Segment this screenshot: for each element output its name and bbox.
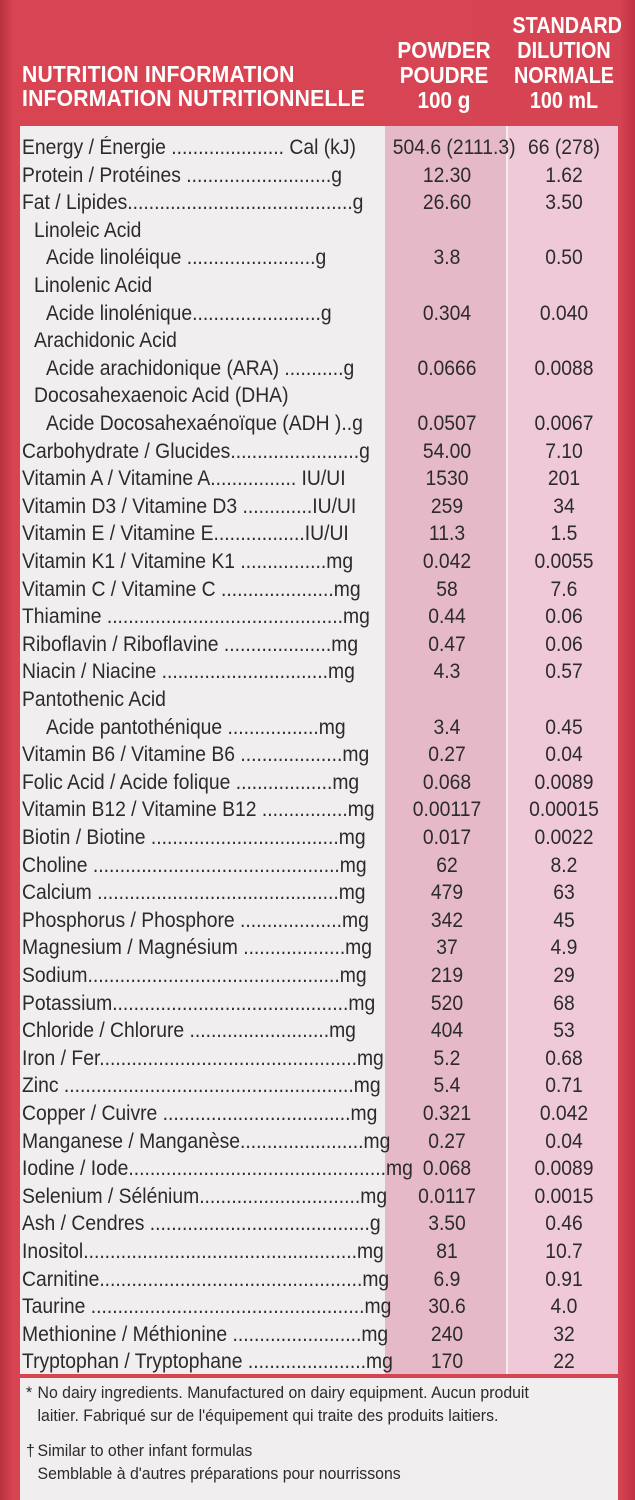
dilution-value: 32 bbox=[553, 1322, 575, 1346]
powder-value: 3.50 bbox=[428, 1212, 466, 1236]
table-row bbox=[20, 1321, 618, 1349]
powder-value: 12.30 bbox=[422, 163, 472, 187]
dilution-value: 0.00015 bbox=[529, 798, 599, 822]
powder-value: 5.4 bbox=[433, 1074, 461, 1098]
nutrient-label: Linolenic Acid bbox=[34, 274, 153, 297]
footnote-dagger-line2 bbox=[26, 1463, 401, 1486]
nutrition-header bbox=[8, 0, 627, 130]
dilution-label: DILUTION bbox=[517, 37, 611, 63]
powder-value: 62 bbox=[436, 853, 458, 877]
nutrient-label: Carnitine.................................................mg bbox=[22, 1267, 390, 1291]
nutrient-label: Acide pantothénique .................mg bbox=[46, 715, 346, 739]
dilution-value: 66 (278) bbox=[528, 136, 600, 159]
dilution-value: 63 bbox=[553, 881, 575, 905]
dilution-value: 1.62 bbox=[545, 163, 583, 187]
dilution-value: 0.0089 bbox=[534, 770, 594, 794]
powder-label-en: POWDER bbox=[397, 37, 491, 63]
nutrient-label: Vitamin C / Vitamine C .....................mg bbox=[22, 577, 361, 601]
dilution-value: 0.04 bbox=[545, 1129, 583, 1153]
table-row bbox=[20, 465, 618, 493]
nutrient-label: Inositol...................................................mg bbox=[22, 1240, 384, 1263]
powder-value: 30.6 bbox=[428, 1295, 466, 1319]
nutrient-label: Vitamin E / Vitamine E.................IU/UI bbox=[22, 522, 349, 546]
table-row bbox=[20, 824, 618, 852]
table-row bbox=[20, 796, 618, 824]
table-row bbox=[20, 1293, 618, 1321]
powder-value: 0.0507 bbox=[417, 412, 477, 435]
nutrient-label: Linoleic Acid bbox=[34, 218, 142, 242]
nutrient-label: Iron / Fer................................................mg bbox=[22, 1046, 384, 1070]
table-row bbox=[20, 714, 618, 742]
powder-value: 219 bbox=[430, 964, 464, 987]
powder-value: 259 bbox=[430, 494, 464, 518]
dilution-value: 0.0055 bbox=[534, 550, 594, 573]
nutrient-label: Tryptophan / Tryptophane ......................mg bbox=[22, 1350, 393, 1374]
powder-value: 58 bbox=[436, 577, 458, 601]
powder-value: 0.44 bbox=[428, 605, 466, 629]
table-row bbox=[20, 658, 618, 686]
title-english: NUTRITION INFORMATION bbox=[22, 61, 295, 87]
nutrient-label: Pantothenic Acid bbox=[22, 688, 166, 711]
dilution-value: 0.042 bbox=[539, 1102, 589, 1125]
dilution-value: 0.57 bbox=[545, 660, 583, 684]
dilution-value: 68 bbox=[553, 991, 575, 1015]
nutrient-label: Carbohydrate / Glucides........................g bbox=[22, 439, 370, 463]
powder-value: 0.042 bbox=[422, 550, 472, 573]
dilution-value: 0.46 bbox=[545, 1212, 583, 1236]
nutrient-label: Fat / Lipides..........................................g bbox=[22, 191, 364, 215]
nutrient-label: Choline ..............................................mg bbox=[22, 853, 367, 877]
table-row bbox=[20, 1072, 618, 1100]
nutrient-label: Potassium............................................mg bbox=[22, 991, 376, 1015]
table-row bbox=[20, 1045, 618, 1073]
nutrient-label: Acide arachidonique (ARA) ...........g bbox=[46, 356, 355, 380]
dilution-value: 0.68 bbox=[545, 1046, 583, 1070]
powder-value: 0.27 bbox=[428, 1129, 466, 1153]
powder-value: 3.4 bbox=[433, 715, 461, 739]
powder-value: 0.27 bbox=[428, 743, 466, 767]
dilution-value: 0.040 bbox=[539, 301, 589, 325]
nutrient-label: Phosphorus / Phosphore ...................mg bbox=[22, 908, 369, 932]
nutrient-label: Riboflavin / Riboflavine ....................mg bbox=[22, 632, 359, 656]
dilution-value: 0.71 bbox=[545, 1074, 583, 1098]
powder-value: 5.2 bbox=[433, 1046, 461, 1070]
table-row bbox=[20, 1210, 618, 1238]
nutrient-label: Sodium...............................................mg bbox=[22, 964, 367, 987]
nutrient-label: Zinc ......................................................mg bbox=[22, 1074, 381, 1098]
footnotes bbox=[20, 1378, 618, 1500]
nutrient-label: Ash / Cendres .........................................g bbox=[22, 1212, 381, 1236]
powder-value: 3.8 bbox=[433, 246, 461, 270]
dilution-value: 0.0067 bbox=[534, 412, 594, 435]
table-row bbox=[20, 1100, 618, 1128]
table-row bbox=[20, 1017, 618, 1045]
table-row bbox=[20, 907, 618, 935]
powder-value: 0.0666 bbox=[417, 356, 477, 380]
table-row bbox=[20, 189, 618, 217]
dilution-value: 29 bbox=[553, 964, 575, 987]
table-row bbox=[20, 852, 618, 880]
powder-label-fr: POUDRE bbox=[399, 62, 489, 88]
table-row bbox=[20, 272, 618, 300]
nutrient-label: Vitamin D3 / Vitamine D3 .............IU/UI bbox=[22, 494, 357, 518]
nutrient-label: Copper / Cuivre ...................................mg bbox=[22, 1102, 378, 1125]
nutrient-label: Vitamin B12 / Vitamine B12 ................mg bbox=[22, 798, 375, 822]
table-row bbox=[20, 300, 618, 328]
standard-label: STANDARD bbox=[512, 12, 622, 38]
table-row bbox=[20, 1238, 618, 1266]
nutrient-label: Docosahexaenoic Acid (DHA) bbox=[34, 384, 289, 408]
dilution-value: 0.91 bbox=[545, 1267, 583, 1291]
nutrient-label: Thiamine ............................................mg bbox=[22, 605, 370, 629]
powder-value: 404 bbox=[430, 1019, 464, 1043]
dilution-value: 10.7 bbox=[545, 1240, 583, 1263]
powder-value: 81 bbox=[436, 1240, 458, 1263]
powder-value: 0.304 bbox=[422, 301, 472, 325]
nutrient-label: Taurine ...................................................mg bbox=[22, 1295, 392, 1319]
nutrient-label: Calcium .............................................mg bbox=[22, 881, 366, 905]
nutrition-table bbox=[20, 126, 618, 1374]
table-row bbox=[20, 355, 618, 383]
nutrient-label: Biotin / Biotine ...................................mg bbox=[22, 826, 366, 849]
dilution-value: 0.0088 bbox=[534, 356, 594, 380]
nutrient-label: Chloride / Chlorure ..........................mg bbox=[22, 1019, 356, 1043]
dilution-value: 22 bbox=[553, 1350, 575, 1374]
table-row bbox=[20, 686, 618, 714]
table-row bbox=[20, 990, 618, 1018]
powder-value: 240 bbox=[430, 1322, 464, 1346]
table-row bbox=[20, 217, 618, 245]
footnote-star-text2: laitier. Fabriqué sur de l'équipement qui traite des produits laitiers. bbox=[37, 1407, 499, 1425]
table-row bbox=[20, 520, 618, 548]
dilution-value: 0.06 bbox=[545, 632, 583, 656]
footnote-star-line1 bbox=[26, 1382, 529, 1405]
table-row bbox=[20, 879, 618, 907]
table-row bbox=[20, 769, 618, 797]
footnote-dagger-line1 bbox=[26, 1440, 252, 1463]
dilution-value: 1.5 bbox=[550, 522, 578, 546]
column-header-standard-dilution bbox=[512, 12, 622, 113]
footnote-dagger-mark: † bbox=[26, 1442, 35, 1460]
table-row bbox=[20, 603, 618, 631]
table-row bbox=[20, 962, 618, 990]
powder-value: 4.3 bbox=[433, 660, 461, 684]
table-row bbox=[20, 1266, 618, 1294]
powder-value: 504.6 (2111.3) bbox=[392, 136, 516, 159]
powder-value: 1530 bbox=[425, 467, 469, 491]
dilution-value: 0.45 bbox=[545, 715, 583, 739]
powder-value: 6.9 bbox=[433, 1267, 461, 1291]
table-row bbox=[20, 631, 618, 659]
dilution-value: 7.6 bbox=[550, 577, 578, 601]
dilution-value: 3.50 bbox=[545, 191, 583, 215]
nutrient-label: Niacin / Niacine ...............................mg bbox=[22, 660, 355, 684]
powder-value: 0.321 bbox=[422, 1102, 472, 1125]
dilution-value: 0.50 bbox=[545, 246, 583, 270]
powder-value: 170 bbox=[430, 1350, 464, 1374]
nutrient-label: Acide linoléique ........................g bbox=[46, 246, 327, 270]
nutrient-label: Magnesium / Magnésium ...................mg bbox=[22, 936, 373, 960]
dilution-value: 4.0 bbox=[550, 1295, 578, 1319]
nutrient-label: Folic Acid / Acide folique ..................mg bbox=[22, 770, 360, 794]
table-row bbox=[20, 576, 618, 604]
header-title bbox=[22, 62, 365, 110]
footnote-dagger-text2: Semblable à d'autres préparations pour nourrissons bbox=[37, 1465, 401, 1483]
powder-value: 479 bbox=[430, 881, 464, 905]
powder-value: 0.068 bbox=[422, 770, 472, 794]
powder-value: 0.068 bbox=[422, 1157, 472, 1181]
nutrient-label: Vitamin K1 / Vitamine K1 ................mg bbox=[22, 550, 354, 573]
footnote-dagger-text1: Similar to other infant formulas bbox=[37, 1442, 253, 1460]
nutrient-label: Iodine / Iode................................................mg bbox=[22, 1157, 413, 1181]
dilution-unit: 100 mL bbox=[529, 87, 599, 113]
nutrient-label: Selenium / Sélénium..............................mg bbox=[22, 1184, 388, 1208]
powder-value: 0.47 bbox=[428, 632, 466, 656]
nutrient-label: Energy / Énergie ..................... Cal (kJ) bbox=[22, 136, 356, 159]
dilution-value: 0.06 bbox=[545, 605, 583, 629]
powder-value: 11.3 bbox=[428, 522, 466, 546]
footnote-star-text1: No dairy ingredients. Manufactured on dairy equipment. Aucun produit bbox=[37, 1384, 529, 1402]
table-row bbox=[20, 162, 618, 190]
nutrient-label: Protein / Protéines ...........................g bbox=[22, 163, 342, 187]
nutrient-label: Methionine / Méthionine ........................mg bbox=[22, 1322, 389, 1346]
powder-value: 0.017 bbox=[422, 826, 472, 849]
nutrient-label: Vitamin A / Vitamine A................ IU/UI bbox=[22, 467, 346, 491]
dilution-value: 201 bbox=[547, 467, 581, 491]
dilution-value: 4.9 bbox=[550, 936, 578, 960]
powder-value: 520 bbox=[430, 991, 464, 1015]
dilution-value: 0.0089 bbox=[534, 1157, 594, 1181]
table-row bbox=[20, 1348, 618, 1376]
dilution-value: 0.0022 bbox=[534, 826, 594, 849]
table-row bbox=[20, 382, 618, 410]
dilution-value: 45 bbox=[553, 908, 575, 932]
powder-value: 54.00 bbox=[422, 439, 472, 463]
table-row bbox=[20, 741, 618, 769]
table-row bbox=[20, 134, 618, 162]
normale-label: NORMALE bbox=[513, 62, 615, 88]
nutrient-label: Manganese / Manganèse.......................mg bbox=[22, 1129, 391, 1153]
footnote-star-line2 bbox=[26, 1405, 498, 1428]
powder-value: 0.00117 bbox=[412, 798, 482, 822]
table-row bbox=[20, 438, 618, 466]
table-row bbox=[20, 548, 618, 576]
powder-value: 0.0117 bbox=[418, 1184, 476, 1208]
powder-value: 37 bbox=[436, 936, 458, 960]
nutrient-label: Vitamin B6 / Vitamine B6 ...................mg bbox=[22, 743, 370, 767]
powder-value: 26.60 bbox=[422, 191, 472, 215]
dilution-value: 8.2 bbox=[550, 853, 578, 877]
title-french: INFORMATION NUTRITIONNELLE bbox=[22, 85, 365, 111]
dilution-value: 34 bbox=[553, 494, 575, 518]
dilution-value: 7.10 bbox=[545, 439, 583, 463]
footnote-star-mark: * bbox=[26, 1384, 33, 1402]
dilution-value: 0.0015 bbox=[534, 1184, 594, 1208]
table-row bbox=[20, 244, 618, 272]
table-row bbox=[20, 1128, 618, 1156]
table-row bbox=[20, 327, 618, 355]
dilution-value: 0.04 bbox=[545, 743, 583, 767]
table-row bbox=[20, 410, 618, 438]
powder-value: 342 bbox=[430, 908, 464, 932]
nutrient-label: Acide linolénique........................g bbox=[46, 301, 332, 325]
table-row bbox=[20, 1155, 618, 1183]
nutrient-label: Acide Docosahexaénoïque (ADH )..g bbox=[46, 412, 363, 435]
powder-unit: 100 g bbox=[417, 87, 471, 113]
dilution-value: 53 bbox=[553, 1019, 575, 1043]
table-row bbox=[20, 493, 618, 521]
nutrient-label: Arachidonic Acid bbox=[34, 329, 177, 353]
table-row bbox=[20, 934, 618, 962]
table-row bbox=[20, 1183, 618, 1211]
column-header-powder bbox=[394, 38, 495, 113]
